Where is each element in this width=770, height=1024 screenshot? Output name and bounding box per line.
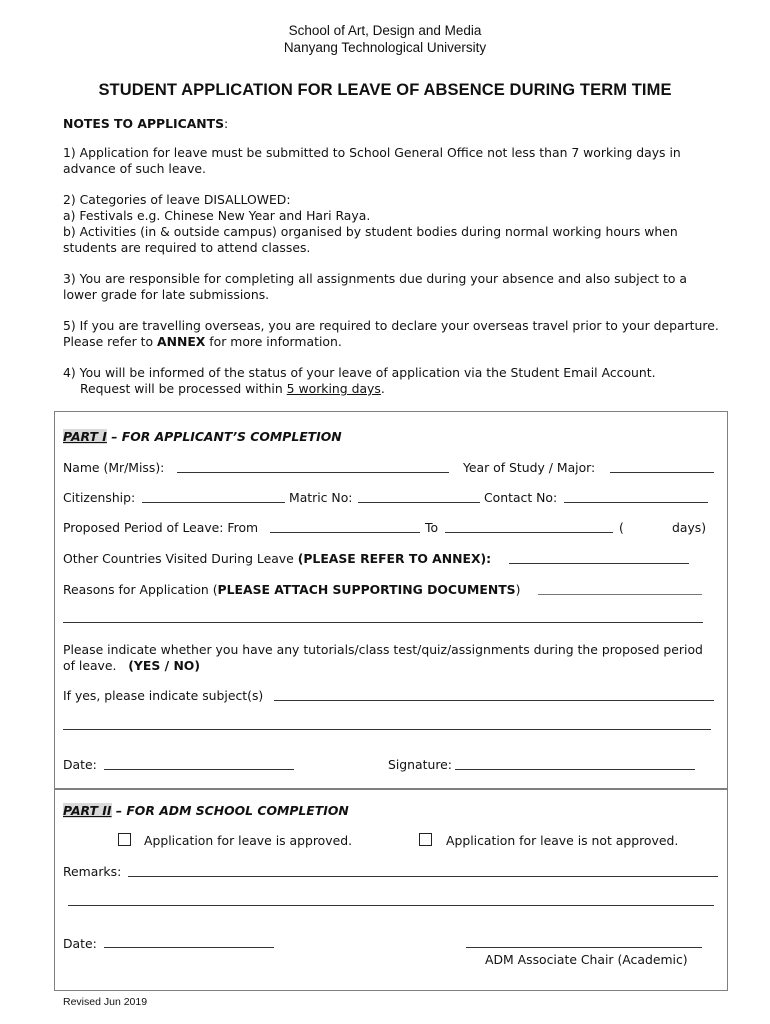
part-1-date-field[interactable] [104, 769, 294, 770]
not-approved-checkbox[interactable] [419, 833, 432, 846]
leave-to-field[interactable] [445, 532, 613, 533]
contact-label: Contact No: [484, 490, 558, 505]
subjects-field-line-2[interactable] [63, 729, 711, 730]
part-2-heading: PART II – FOR ADM SCHOOL COMPLETION [63, 803, 349, 818]
contact-field[interactable] [564, 502, 708, 503]
note-2: 2) Categories of leave DISALLOWED: a) Festivals e.g. Chinese New Year and Hari Raya. b) Activities (in & outside campus) organised by student bodies during normal working hours when students are required to attend classes. [63, 192, 678, 255]
part-1-heading: PART I – FOR APPLICANT’S COMPLETION [63, 429, 342, 444]
tutorials-question-line-2: of leave. (YES / NO) [63, 658, 201, 673]
tutorials-question-line-1: Please indicate whether you have any tutorials/class test/quiz/assignments during the proposed period [63, 642, 703, 657]
part-2-date-label: Date: [63, 936, 97, 951]
note-4-line-2: Request will be processed within 5 working days. [80, 381, 385, 396]
reasons-field[interactable] [538, 594, 702, 595]
remarks-label: Remarks: [63, 864, 122, 879]
university-name: Nanyang Technological University [283, 40, 487, 55]
notes-heading: NOTES TO APPLICANTS: [63, 116, 229, 131]
remarks-field-line-2[interactable] [68, 905, 714, 906]
school-name: School of Art, Design and Media [288, 23, 482, 38]
approved-checkbox[interactable] [118, 833, 131, 846]
citizenship-field[interactable] [142, 502, 285, 503]
note-3: 3) You are responsible for completing all assignments due during your absence and also subject to a lower grade for late submissions. [63, 271, 687, 302]
part-2-date-field[interactable] [104, 947, 274, 948]
subjects-label: If yes, please indicate subject(s) [63, 688, 264, 703]
note-4-line-1: 4) You will be informed of the status of your leave of application via the Student Email Account. [63, 365, 656, 380]
revision-note: Revised Jun 2019 [63, 996, 148, 1008]
countries-field[interactable] [509, 563, 689, 564]
reasons-label: Reasons for Application (PLEASE ATTACH SUPPORTING DOCUMENTS) [63, 582, 521, 597]
name-field[interactable] [177, 472, 449, 473]
name-label: Name (Mr/Miss): [63, 460, 165, 475]
note-5: 5) If you are travelling overseas, you are required to declare your overseas travel prior to your departure. Please refer to ANNEX for more information. [63, 318, 719, 349]
citizenship-label: Citizenship: [63, 490, 136, 505]
days-open-paren: ( [619, 520, 624, 535]
leave-period-label: Proposed Period of Leave: From [63, 520, 259, 535]
matric-label: Matric No: [289, 490, 353, 505]
reasons-field-line-2[interactable] [63, 622, 703, 623]
remarks-field[interactable] [128, 876, 718, 877]
signature-label: Signature: [388, 757, 452, 772]
year-major-field[interactable] [610, 472, 714, 473]
approved-label: Application for leave is approved. [144, 833, 353, 848]
subjects-field[interactable] [274, 700, 714, 701]
note-1: 1) Application for leave must be submitted to School General Office not less than 7 working days in advance of such leave. [63, 145, 681, 176]
part-1-date-label: Date: [63, 757, 97, 772]
countries-label: Other Countries Visited During Leave (PLEASE REFER TO ANNEX): [63, 551, 492, 566]
matric-field[interactable] [358, 502, 480, 503]
not-approved-label: Application for leave is not approved. [446, 833, 679, 848]
signature-field[interactable] [455, 769, 695, 770]
leave-from-field[interactable] [270, 532, 420, 533]
chair-label: ADM Associate Chair (Academic) [485, 952, 688, 967]
days-label: days) [672, 520, 707, 535]
year-major-label: Year of Study / Major: [463, 460, 596, 475]
leave-to-label: To [425, 520, 439, 535]
chair-signature-field[interactable] [466, 947, 702, 948]
form-title: STUDENT APPLICATION FOR LEAVE OF ABSENCE DURING TERM TIME [98, 81, 672, 99]
